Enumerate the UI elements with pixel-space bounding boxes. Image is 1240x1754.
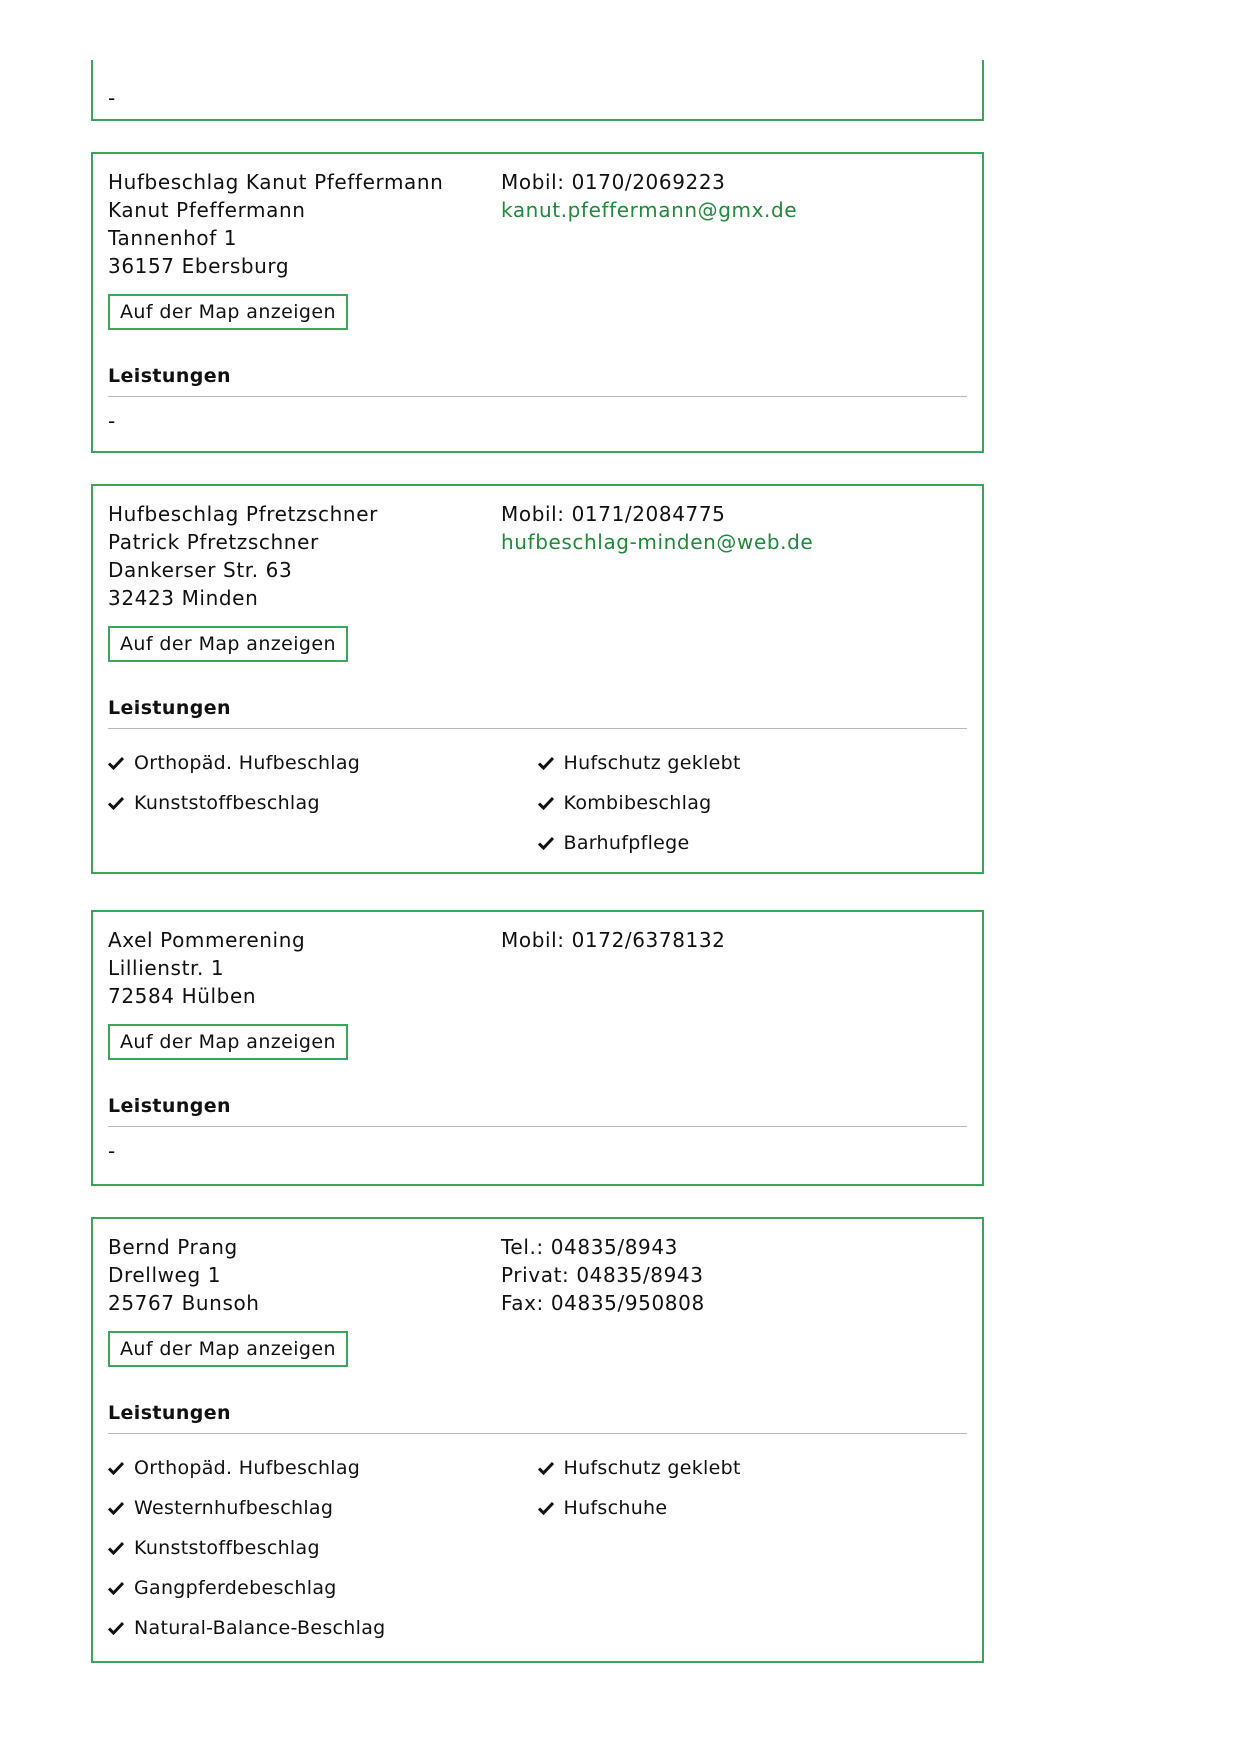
services-column-right (538, 1448, 968, 1648)
contact-block (501, 926, 726, 1010)
farrier-card (91, 152, 984, 453)
contact-person: Patrick Pfretzschner (108, 530, 319, 554)
business-name: Hufbeschlag Pfretzschner (108, 502, 378, 526)
check-icon (108, 1461, 124, 1475)
street: Lillienstr. 1 (108, 956, 225, 980)
check-icon (538, 1501, 554, 1515)
service-item: Hufschuhe (538, 1488, 968, 1528)
services-list (108, 743, 967, 875)
service-item: Orthopäd. Hufbeschlag (108, 1448, 538, 1488)
contact-person: Bernd Prang (108, 1235, 238, 1259)
fax: Fax: 04835/950808 (501, 1291, 705, 1315)
business-name: Hufbeschlag Kanut Pfeffermann (108, 170, 444, 194)
show-on-map-button[interactable]: Auf der Map anzeigen (108, 626, 348, 662)
check-icon (108, 1581, 124, 1595)
check-icon (538, 756, 554, 770)
city: 25767 Bunsoh (108, 1291, 260, 1315)
check-icon (108, 1501, 124, 1515)
services-column-left (108, 1448, 538, 1648)
service-item: Gangpferdebeschlag (108, 1568, 538, 1608)
services-column-left (108, 743, 538, 863)
services-list (108, 1448, 967, 1660)
farrier-card (91, 910, 984, 1186)
street: Dankerser Str. 63 (108, 558, 293, 582)
check-icon (538, 836, 554, 850)
show-on-map-button[interactable]: Auf der Map anzeigen (108, 294, 348, 330)
check-icon (108, 796, 124, 810)
address-block (108, 168, 501, 280)
city: 72584 Hülben (108, 984, 257, 1008)
services-none: - (108, 86, 116, 110)
services-heading: Leistungen (108, 1094, 967, 1127)
phone-mobile: Mobil: 0170/2069223 (501, 170, 726, 194)
contact-person: Axel Pommerening (108, 928, 306, 952)
contact-person: Kanut Pfeffermann (108, 198, 306, 222)
services-heading: Leistungen (108, 364, 967, 397)
email-link[interactable]: kanut.pfeffermann@gmx.de (501, 198, 798, 222)
phone-mobile: Mobil: 0172/6378132 (501, 928, 726, 952)
farrier-card-partial (91, 60, 984, 121)
address-block (108, 500, 501, 612)
address-block (108, 926, 501, 1010)
street: Tannenhof 1 (108, 226, 238, 250)
check-icon (108, 1541, 124, 1555)
services-none: - (108, 1139, 116, 1163)
services-none: - (108, 409, 116, 433)
services-column-right (538, 743, 968, 863)
services-heading: Leistungen (108, 1401, 967, 1434)
service-item: Hufschutz geklebt (538, 743, 968, 783)
check-icon (538, 1461, 554, 1475)
service-item: Barhufpflege (538, 823, 968, 863)
service-item: Kombibeschlag (538, 783, 968, 823)
farrier-card (91, 1217, 984, 1663)
email-link[interactable]: hufbeschlag-minden@web.de (501, 530, 814, 554)
service-item: Kunststoffbeschlag (108, 1528, 538, 1568)
show-on-map-button[interactable]: Auf der Map anzeigen (108, 1331, 348, 1367)
phone-private: Privat: 04835/8943 (501, 1263, 704, 1287)
farrier-card (91, 484, 984, 874)
street: Drellweg 1 (108, 1263, 222, 1287)
city: 32423 Minden (108, 586, 259, 610)
phone-tel: Tel.: 04835/8943 (501, 1235, 678, 1259)
show-on-map-button[interactable]: Auf der Map anzeigen (108, 1024, 348, 1060)
services-heading: Leistungen (108, 696, 967, 729)
check-icon (108, 756, 124, 770)
service-item: Natural-Balance-Beschlag (108, 1608, 538, 1648)
check-icon (108, 1621, 124, 1635)
service-item: Kunststoffbeschlag (108, 783, 538, 823)
service-item: Hufschutz geklebt (538, 1448, 968, 1488)
contact-block (501, 500, 813, 612)
city: 36157 Ebersburg (108, 254, 290, 278)
contact-block (501, 1233, 705, 1317)
phone-mobile: Mobil: 0171/2084775 (501, 502, 726, 526)
service-item: Westernhufbeschlag (108, 1488, 538, 1528)
check-icon (538, 796, 554, 810)
address-block (108, 1233, 501, 1317)
service-item: Orthopäd. Hufbeschlag (108, 743, 538, 783)
contact-block (501, 168, 797, 280)
